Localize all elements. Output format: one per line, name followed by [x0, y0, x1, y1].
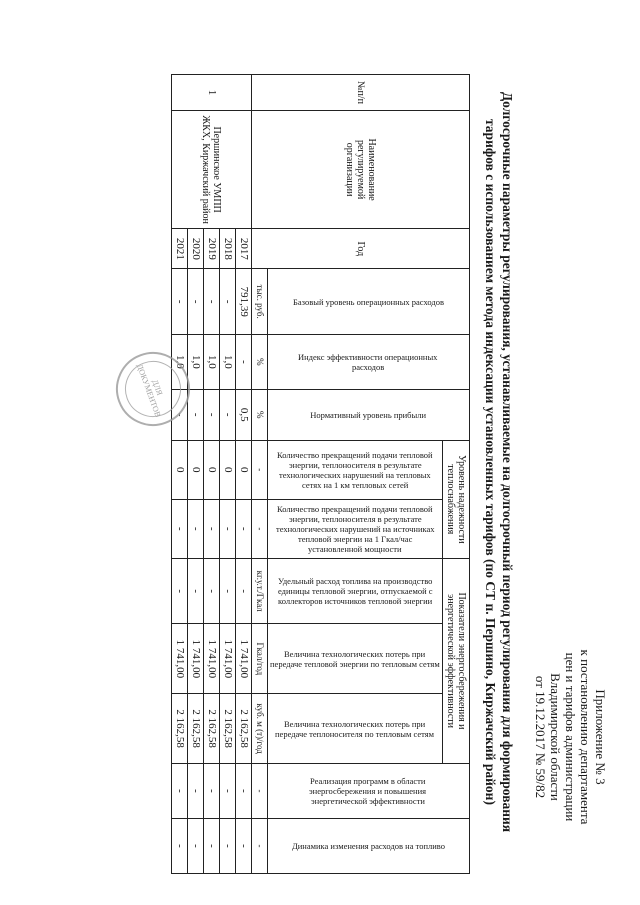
heat-loss-cell: 1 741,00 [172, 624, 188, 694]
unit-cell: - [252, 818, 268, 873]
fuel-dyn-cell: - [188, 818, 204, 873]
header-fuel-dyn: Динамика изменения расходов на топливо [268, 818, 470, 873]
carrier-loss-cell: 2 162,58 [220, 694, 236, 764]
header-eff-index: Индекс эффективности операционных расходов [268, 334, 470, 389]
header-carrier-loss: Величина технологических потерь при передаче теплоносителя по тепловым сетям [268, 694, 443, 764]
outage-network-cell: 0 [188, 440, 204, 499]
outage-source-cell: - [188, 499, 204, 558]
fuel-rate-cell: - [172, 558, 188, 624]
carrier-loss-cell: 2 162,58 [188, 694, 204, 764]
base-opex-cell: - [204, 269, 220, 335]
fuel-dyn-cell: - [220, 818, 236, 873]
eff-index-cell: 1,0 [220, 334, 236, 389]
header-heat-loss: Величина технологических потерь при передаче тепловой энергии по тепловым сетям [268, 624, 443, 694]
outage-source-cell: - [220, 499, 236, 558]
header-base-opex: Базовый уровень операционных расходов [268, 269, 470, 335]
annex-header [533, 632, 608, 842]
program-cell: - [220, 764, 236, 819]
fuel-rate-cell: - [220, 558, 236, 624]
header-outage-source: Количество прекращений подачи тепловой энергии, теплоносителя в результате технологических нарушений на источниках тепловой энергии на 1 Гкал/час установленной мощности [268, 499, 443, 558]
unit-cell: % [252, 389, 268, 440]
year-cell: 2021 [172, 229, 188, 269]
heat-loss-cell: 1 741,00 [204, 624, 220, 694]
heat-loss-cell: 1 741,00 [220, 624, 236, 694]
table-row [236, 75, 252, 874]
header-num: №п/п [252, 75, 470, 111]
header-program: Реализация программ в области энергосбережения и повышения энергетической эффективности [268, 764, 470, 819]
carrier-loss-cell: 2 162,58 [236, 694, 252, 764]
carrier-loss-cell: 2 162,58 [172, 694, 188, 764]
carrier-loss-cell: 2 162,58 [204, 694, 220, 764]
eff-index-cell: - [236, 334, 252, 389]
header-energy-group: Показатели энергосбережения и энергетической эффективности [443, 558, 470, 763]
document-title: Долгосрочные параметры регулирования, устанавливаемые на долгосрочный период регулирования для формирования тарифов с использованием метода индексации установленных тарифов (по СТ п. Першино, Киржачский район) [483, 91, 515, 833]
rotated-document-page [20, 22, 620, 882]
program-cell: - [236, 764, 252, 819]
unit-cell: тыс. руб. [252, 269, 268, 335]
unit-cell: Гкал/год [252, 624, 268, 694]
program-cell: - [188, 764, 204, 819]
unit-cell: - [252, 499, 268, 558]
stamp-inner-ring: ДЛЯ ДОКУМЕНТОВ [117, 353, 189, 425]
eff-index-cell: 1,0 [172, 334, 188, 389]
norm-profit-cell: 0,5 [236, 389, 252, 440]
year-cell: 2019 [204, 229, 220, 269]
year-cell: 2017 [236, 229, 252, 269]
program-cell: - [172, 764, 188, 819]
outage-source-cell: - [236, 499, 252, 558]
year-cell: 2018 [220, 229, 236, 269]
heat-loss-cell: 1 741,00 [236, 624, 252, 694]
outage-source-cell: - [204, 499, 220, 558]
parameters-table [171, 74, 470, 874]
fuel-rate-cell: - [204, 558, 220, 624]
outage-network-cell: 0 [236, 440, 252, 499]
outage-network-cell: 0 [220, 440, 236, 499]
fuel-rate-cell: - [188, 558, 204, 624]
unit-cell: - [252, 440, 268, 499]
annex-line: от 19.12.2017 № 59/82 [533, 675, 548, 799]
header-reliability-group: Уровень надежности теплоснабжения [443, 440, 470, 558]
annex-line: цен и тарифов администрации [563, 652, 578, 822]
annex-line: к постановлению департамента [578, 649, 593, 825]
base-opex-cell: - [172, 269, 188, 335]
norm-profit-cell: - [220, 389, 236, 440]
norm-profit-cell: - [188, 389, 204, 440]
fuel-dyn-cell: - [172, 818, 188, 873]
header-fuel-rate: Удельный расход топлива на производство единицы тепловой энергии, отпускаемой с коллекторов источников тепловой энергии [268, 558, 443, 624]
annex-line: Владимирской области [548, 673, 563, 801]
header-row-1 [443, 75, 470, 874]
fuel-dyn-cell: - [236, 818, 252, 873]
unit-cell: - [252, 764, 268, 819]
outage-network-cell: 0 [204, 440, 220, 499]
base-opex-cell: 791,39 [236, 269, 252, 335]
norm-profit-cell: - [172, 389, 188, 440]
outage-network-cell: 0 [172, 440, 188, 499]
eff-index-cell: 1,0 [204, 334, 220, 389]
program-cell: - [204, 764, 220, 819]
header-year: Год [252, 229, 470, 269]
base-opex-cell: - [188, 269, 204, 335]
heat-loss-cell: 1 741,00 [188, 624, 204, 694]
outage-source-cell: - [172, 499, 188, 558]
unit-cell: кг.у.т./Гкал [252, 558, 268, 624]
header-outage-network: Количество прекращений подачи тепловой энергии, теплоносителя в результате технологических нарушений на тепловых сетях на 1 км тепловых сетей [268, 440, 443, 499]
fuel-rate-cell: - [236, 558, 252, 624]
norm-profit-cell: - [204, 389, 220, 440]
header-org: Наименование регулируемой организации [252, 110, 470, 228]
unit-cell: % [252, 334, 268, 389]
org-name: Першинское УМПП ЖКХ, Киржачский район [172, 110, 252, 228]
org-number: 1 [172, 75, 252, 111]
year-cell: 2020 [188, 229, 204, 269]
fuel-dyn-cell: - [204, 818, 220, 873]
base-opex-cell: - [220, 269, 236, 335]
annex-line: Приложение № 3 [593, 689, 608, 785]
eff-index-cell: 1,0 [188, 334, 204, 389]
unit-cell: куб. м (т)/год [252, 694, 268, 764]
header-norm-profit: Нормативный уровень прибыли [268, 389, 470, 440]
